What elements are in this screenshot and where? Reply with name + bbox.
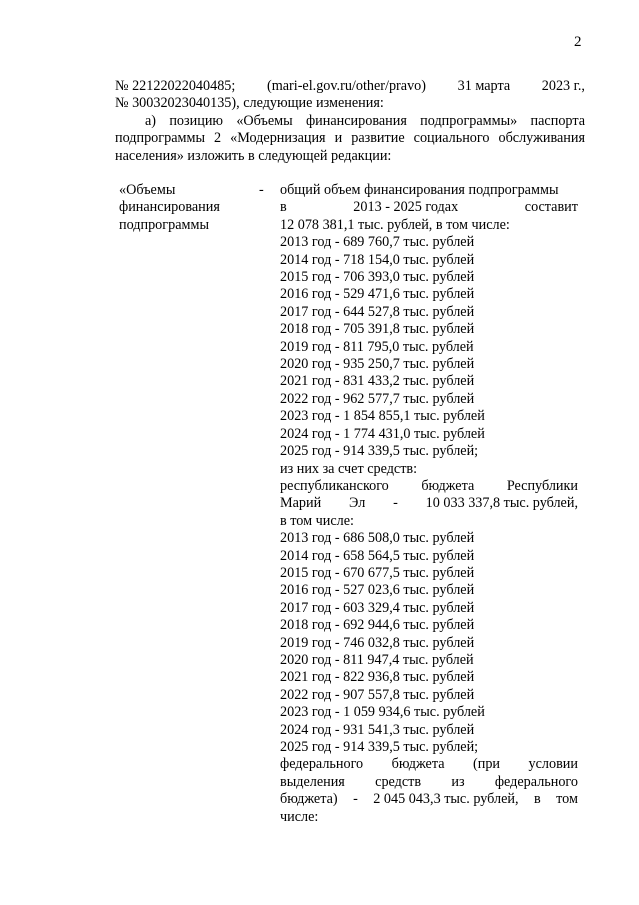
intro-line-5: населения» изложить в следующей редакции: <box>115 147 392 164</box>
total-year-line: 2013 год - 689 760,7 тыс. рублей <box>280 234 475 251</box>
total-year-line: 2015 год - 706 393,0 тыс. рублей <box>280 269 475 286</box>
republic-year-line: 2016 год - 527 023,6 тыс. рублей <box>280 582 475 599</box>
total-year-line: 2022 год - 962 577,7 тыс. рублей <box>280 390 475 407</box>
intro-line-4: подпрограммы 2 «Модернизация и развитие социального обслуживания <box>115 130 585 147</box>
position-title: «Объемы финансирования подпрограммы <box>119 182 220 233</box>
total-line-1: общий объем финансирования подпрограммы <box>280 182 559 198</box>
republic-line-1: республиканского бюджета Республики <box>280 477 578 494</box>
total-year-line: 2018 год - 705 391,8 тыс. рублей <box>280 321 475 338</box>
republic-year-line: 2021 год - 822 936,8 тыс. рублей <box>280 669 475 686</box>
total-years-list <box>280 234 578 460</box>
total-year-line: 2014 год - 718 154,0 тыс. рублей <box>280 251 475 268</box>
republic-year-line: 2014 год - 658 564,5 тыс. рублей <box>280 547 475 564</box>
total-year-line: 2019 год - 811 795,0 тыс. рублей <box>280 338 474 355</box>
federal-line-1: федерального бюджета (при условии <box>280 756 578 773</box>
republic-year-line: 2017 год - 603 329,4 тыс. рублей <box>280 599 475 616</box>
republic-year-line: 2013 год - 686 508,0 тыс. рублей <box>280 530 475 547</box>
republic-year-line: 2025 год - 914 339,5 тыс. рублей; <box>280 739 479 755</box>
intro-line-1: № 22122022040485; (mari-el.gov.ru/other/pravo) 31 марта 2023 г., <box>115 78 585 94</box>
republic-line-3: в том числе: <box>280 512 354 529</box>
federal-line-4: числе: <box>280 808 319 825</box>
intro-line-2: № 30032023040135), следующие изменения: <box>115 95 384 112</box>
separator-dash: - <box>259 182 264 198</box>
republic-year-line: 2018 год - 692 944,6 тыс. рублей <box>280 617 475 634</box>
republic-year-line: 2020 год - 811 947,4 тыс. рублей <box>280 651 474 668</box>
total-year-line: 2017 год - 644 527,8 тыс. рублей <box>280 303 475 320</box>
federal-line-3: бюджета) - 2 045 043,3 тыс. рублей, в том <box>280 791 578 808</box>
of-them-label: из них за счет средств: <box>280 460 418 477</box>
total-year-line: 2023 год - 1 854 855,1 тыс. рублей <box>280 408 485 425</box>
total-year-line: 2016 год - 529 471,6 тыс. рублей <box>280 286 475 303</box>
republic-year-line: 2024 год - 931 541,3 тыс. рублей <box>280 721 475 738</box>
total-line-2: в 2013 - 2025 годах составит <box>280 199 578 216</box>
republic-years-list <box>280 530 578 756</box>
total-line-3: 12 078 381,1 тыс. рублей, в том числе: <box>280 216 510 233</box>
intro-line-3: а) позицию «Объемы финансирования подпрограммы» паспорта <box>145 112 585 129</box>
total-year-line: 2021 год - 831 433,2 тыс. рублей <box>280 373 475 390</box>
republic-line-2: Марий Эл - 10 033 337,8 тыс. рублей, <box>280 495 578 512</box>
federal-line-2: выделения средств из федерального <box>280 773 578 790</box>
financing-details <box>280 182 578 826</box>
republic-year-line: 2023 год - 1 059 934,6 тыс. рублей <box>280 704 485 721</box>
total-year-line: 2025 год - 914 339,5 тыс. рублей; <box>280 443 479 460</box>
republic-year-line: 2015 год - 670 677,5 тыс. рублей <box>280 564 475 581</box>
intro-paragraph <box>115 78 585 165</box>
page-number: 2 <box>574 34 582 50</box>
total-year-line: 2024 год - 1 774 431,0 тыс. рублей <box>280 425 485 442</box>
total-year-line: 2020 год - 935 250,7 тыс. рублей <box>280 356 475 373</box>
republic-year-line: 2022 год - 907 557,8 тыс. рублей <box>280 686 475 703</box>
republic-year-line: 2019 год - 746 032,8 тыс. рублей <box>280 634 475 651</box>
